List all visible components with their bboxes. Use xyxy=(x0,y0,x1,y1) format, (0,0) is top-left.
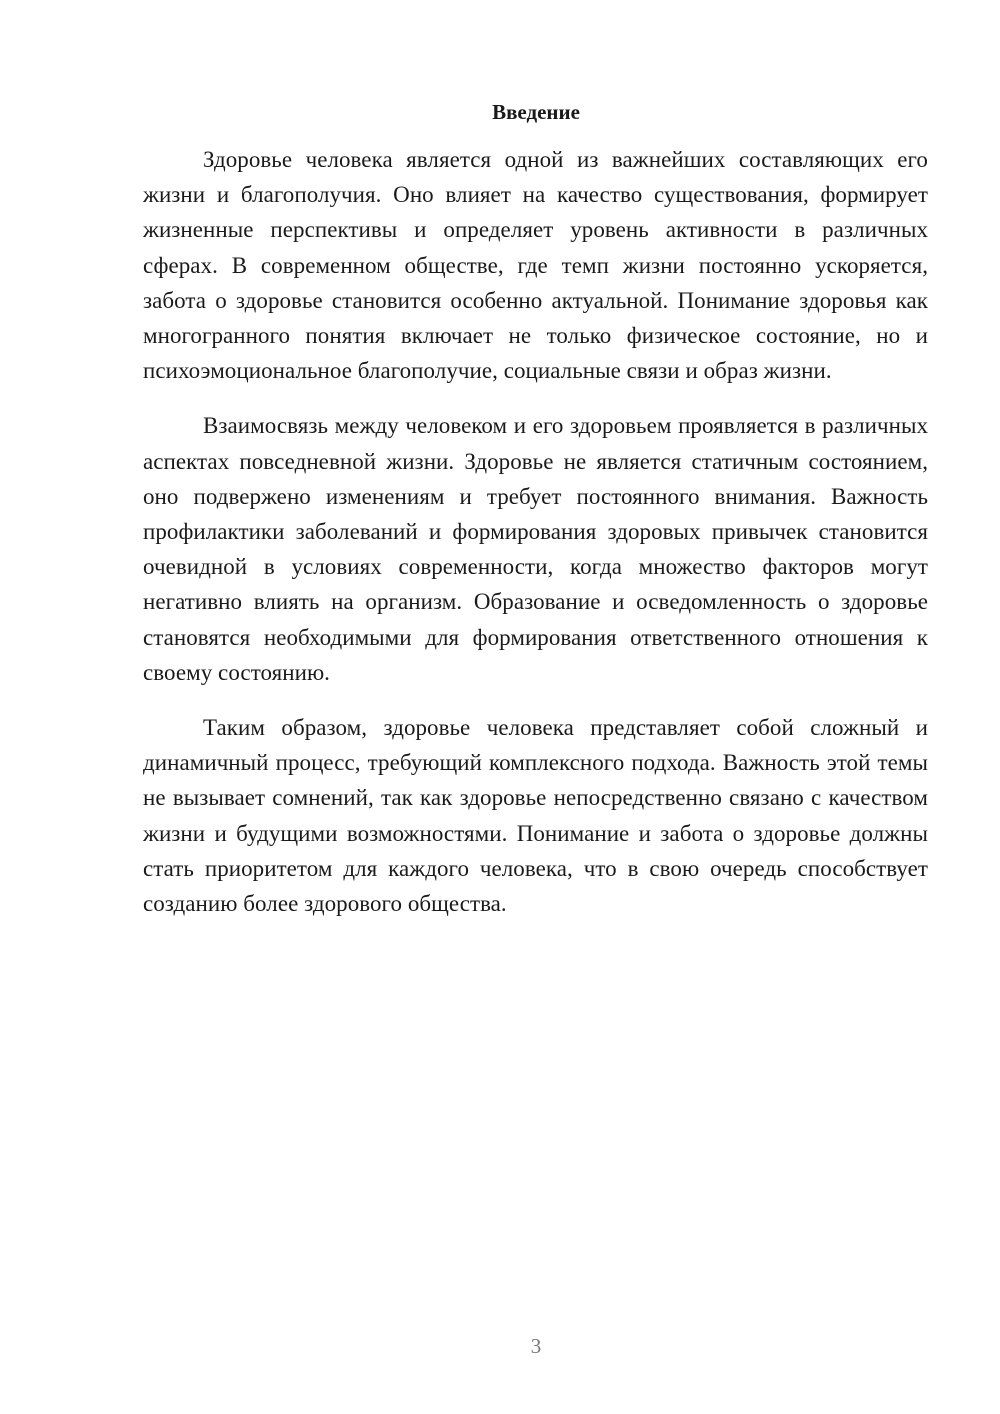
body-text xyxy=(143,142,928,941)
paragraph-2: Взаимосвязь между человеком и его здоровьем проявляется в различных аспектах повседневной жизни. Здоровье не является статичным состоянием, оно подвержено изменениям и требует постоянного внимания. Важность профилактики заболеваний и формирования здоровых привычек становится очевидной в условиях современности, когда множество факторов могут негативно влиять на организм. Образование и осведомленность о здоровье становятся необходимыми для формирования ответственного отношения к своему состоянию. xyxy=(143,413,928,685)
section-title: Введение xyxy=(492,100,580,124)
page-number: 3 xyxy=(530,1334,542,1358)
paragraph-3: Таким образом, здоровье человека представляет собой сложный и динамичный процесс, требующий комплексного подхода. Важность этой темы не вызывает сомнений, так как здоровье непосредственно связано с качеством жизни и будущими возможностями. Понимание и забота о здоровье должны стать приоритетом для каждого человека, что в свою очередь способствует созданию более здорового общества. xyxy=(143,715,928,917)
paragraph-1: Здоровье человека является одной из важнейших составляющих его жизни и благополучия. Оно влияет на качество существования, формирует жизненные перспективы и определяет уровень активности в различных сферах. В современном обществе, где темп жизни постоянно ускоряется, забота о здоровье становится особенно актуальной. Понимание здоровья как многогранного понятия включает не только физическое состояние, но и психоэмоциональное благополучие, социальные связи и образ жизни. xyxy=(143,147,928,384)
